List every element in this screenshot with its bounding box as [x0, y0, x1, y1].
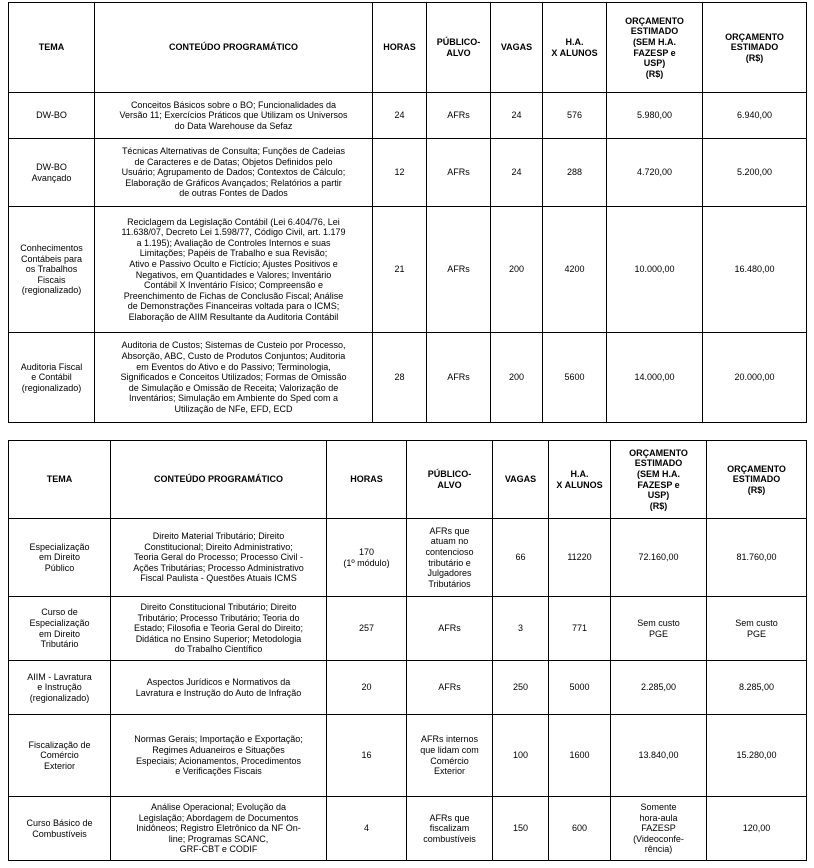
cell-conteudo: Reciclagem da Legislação Contábil (Lei 6.404/76, Lei 11.638/07, Decreto Lei 1.598/77, Código Civil, art. 1.179 a 1.195); Avaliação de Controles Internos e suas Limitações; Papéis de Trabalho e sua Revisão; Ativo e Passivo Oculto e Fictício; Ajustes Positivos e Negativos, em Quantidades e Valores; Inventário Contábil X Inventário Físico; Compreensão e Preenchimento de Fichas de Conclusão Fiscal; Análise de Demonstrações Financeiras voltada para o ICMS; Elaboração de AIIM Resultante da Auditoria Contábil	[95, 207, 373, 333]
header-horas: HORAS	[373, 3, 427, 93]
cell-orc: 5.200,00	[703, 139, 807, 207]
table-row	[9, 797, 807, 861]
courses-table-1	[8, 2, 807, 423]
cell-orc-sem: 4.720,00	[607, 139, 703, 207]
table-row	[9, 715, 807, 797]
header-publico: PÚBLICO- ALVO	[427, 3, 491, 93]
cell-conteudo: Direito Material Tributário; Direito Constitucional; Direito Administrativo; Teoria Geral do Processo; Processo Civil - Ações Tributárias; Processo Administrativo Fiscal Paulista - Questões Atuais ICMS	[111, 519, 327, 597]
cell-horas: 257	[327, 597, 407, 661]
cell-tema: DW-BO Avançado	[9, 139, 95, 207]
header-ha: H.A. X ALUNOS	[549, 441, 611, 519]
cell-conteudo: Conceitos Básicos sobre o BO; Funcionalidades da Versão 11; Exercícios Práticos que Utilizam os Universos do Data Warehouse da Sefaz	[95, 93, 373, 139]
cell-horas: 21	[373, 207, 427, 333]
header-horas: HORAS	[327, 441, 407, 519]
table-row	[9, 93, 807, 139]
cell-ha: 288	[543, 139, 607, 207]
cell-horas: 16	[327, 715, 407, 797]
cell-publico: AFRs	[407, 661, 493, 715]
cell-tema: Auditoria Fiscal e Contábil (regionalizado)	[9, 333, 95, 423]
cell-vagas: 200	[491, 207, 543, 333]
cell-orc-sem: 10.000,00	[607, 207, 703, 333]
cell-orc-sem: Somente hora-aula FAZESP (Videoconfe- rência)	[611, 797, 707, 861]
header-conteudo: CONTEÚDO PROGRAMÁTICO	[111, 441, 327, 519]
header-vagas: VAGAS	[491, 3, 543, 93]
cell-conteudo: Auditoria de Custos; Sistemas de Custeio por Processo, Absorção, ABC, Custo de Produtos Conjuntos; Auditoria em Eventos do Ativo e do Passivo; Terminologia, Significados e Conceitos Utilizados; Formas de Omissão de Simulação e Omissão de Receita; Valorização de Inventários; Simulação em Ambiente do Sped com a Utilização de NFe, EFD, ECD	[95, 333, 373, 423]
cell-vagas: 24	[491, 93, 543, 139]
cell-orc: 120,00	[707, 797, 807, 861]
header-orc: ORÇAMENTO ESTIMADO (R$)	[707, 441, 807, 519]
cell-horas: 170 (1º módulo)	[327, 519, 407, 597]
cell-publico: AFRs internos que lidam com Comércio Exterior	[407, 715, 493, 797]
cell-tema: DW-BO	[9, 93, 95, 139]
table-row	[9, 597, 807, 661]
cell-ha: 11220	[549, 519, 611, 597]
cell-ha: 1600	[549, 715, 611, 797]
header-row	[9, 3, 807, 93]
cell-publico: AFRs que fiscalizam combustíveis	[407, 797, 493, 861]
cell-horas: 24	[373, 93, 427, 139]
header-tema: TEMA	[9, 441, 111, 519]
cell-horas: 12	[373, 139, 427, 207]
cell-tema: AIIM - Lavratura e Instrução (regionalizado)	[9, 661, 111, 715]
cell-conteudo: Direito Constitucional Tributário; Direito Tributário; Processo Tributário; Teoria do Estado; Filosofia e Teoria Geral do Direito; Didática no Ensino Superior; Metodologia do Trabalho Científico	[111, 597, 327, 661]
cell-vagas: 150	[493, 797, 549, 861]
cell-orc: 16.480,00	[703, 207, 807, 333]
cell-vagas: 100	[493, 715, 549, 797]
cell-conteudo: Análise Operacional; Evolução da Legislação; Abordagem de Documentos Inidôneos; Registro Eletrônico da NF On- line; Programas SCANC, GRF-CBT e CODIF	[111, 797, 327, 861]
cell-horas: 20	[327, 661, 407, 715]
header-tema: TEMA	[9, 3, 95, 93]
cell-orc: 15.280,00	[707, 715, 807, 797]
cell-horas: 4	[327, 797, 407, 861]
cell-publico: AFRs	[407, 597, 493, 661]
cell-vagas: 250	[493, 661, 549, 715]
cell-vagas: 3	[493, 597, 549, 661]
cell-conteudo: Técnicas Alternativas de Consulta; Funções de Cadeias de Caracteres e de Datas; Objetos Definidos pelo Usuário; Agrupamento de Dados; Contextos de Cálculo; Elaboração de Gráficos Avançados; Relatórios a partir de outras Fontes de Dados	[95, 139, 373, 207]
header-conteudo: CONTEÚDO PROGRAMÁTICO	[95, 3, 373, 93]
cell-vagas: 66	[493, 519, 549, 597]
table-row	[9, 661, 807, 715]
cell-orc-sem: 5.980,00	[607, 93, 703, 139]
header-vagas: VAGAS	[493, 441, 549, 519]
table-row	[9, 207, 807, 333]
cell-conteudo: Aspectos Jurídicos e Normativos da Lavratura e Instrução do Auto de Infração	[111, 661, 327, 715]
cell-ha: 576	[543, 93, 607, 139]
cell-orc: 8.285,00	[707, 661, 807, 715]
cell-horas: 28	[373, 333, 427, 423]
cell-vagas: 24	[491, 139, 543, 207]
cell-orc: 6.940,00	[703, 93, 807, 139]
cell-ha: 600	[549, 797, 611, 861]
cell-orc-sem: 72.160,00	[611, 519, 707, 597]
cell-publico: AFRs	[427, 139, 491, 207]
cell-publico: AFRs	[427, 207, 491, 333]
cell-publico: AFRs que atuam no contencioso tributário e Julgadores Tributários	[407, 519, 493, 597]
table-row	[9, 333, 807, 423]
cell-orc: 81.760,00	[707, 519, 807, 597]
cell-ha: 5600	[543, 333, 607, 423]
header-publico: PÚBLICO- ALVO	[407, 441, 493, 519]
cell-tema: Fiscalização de Comércio Exterior	[9, 715, 111, 797]
cell-tema: Conhecimentos Contábeis para os Trabalhos Fiscais (regionalizado)	[9, 207, 95, 333]
cell-vagas: 200	[491, 333, 543, 423]
cell-ha: 5000	[549, 661, 611, 715]
header-orc: ORÇAMENTO ESTIMADO (R$)	[703, 3, 807, 93]
cell-orc-sem: 14.000,00	[607, 333, 703, 423]
cell-publico: AFRs	[427, 93, 491, 139]
header-orc-sem: ORÇAMENTO ESTIMADO (SEM H.A. FAZESP e USP) (R$)	[607, 3, 703, 93]
cell-tema: Especialização em Direito Público	[9, 519, 111, 597]
header-row	[9, 441, 807, 519]
cell-conteudo: Normas Gerais; Importação e Exportação; Regimes Aduaneiros e Situações Especiais; Acionamentos, Procedimentos e Verificações Fiscais	[111, 715, 327, 797]
header-ha: H.A. X ALUNOS	[543, 3, 607, 93]
cell-ha: 771	[549, 597, 611, 661]
table-row	[9, 139, 807, 207]
cell-ha: 4200	[543, 207, 607, 333]
cell-orc: Sem custo PGE	[707, 597, 807, 661]
courses-table-2	[8, 440, 807, 861]
cell-orc-sem: 13.840,00	[611, 715, 707, 797]
cell-tema: Curso de Especialização em Direito Tributário	[9, 597, 111, 661]
cell-orc: 20.000,00	[703, 333, 807, 423]
cell-publico: AFRs	[427, 333, 491, 423]
cell-orc-sem: Sem custo PGE	[611, 597, 707, 661]
header-orc-sem: ORÇAMENTO ESTIMADO (SEM H.A. FAZESP e USP) (R$)	[611, 441, 707, 519]
table-row	[9, 519, 807, 597]
cell-orc-sem: 2.285,00	[611, 661, 707, 715]
cell-tema: Curso Básico de Combustíveis	[9, 797, 111, 861]
